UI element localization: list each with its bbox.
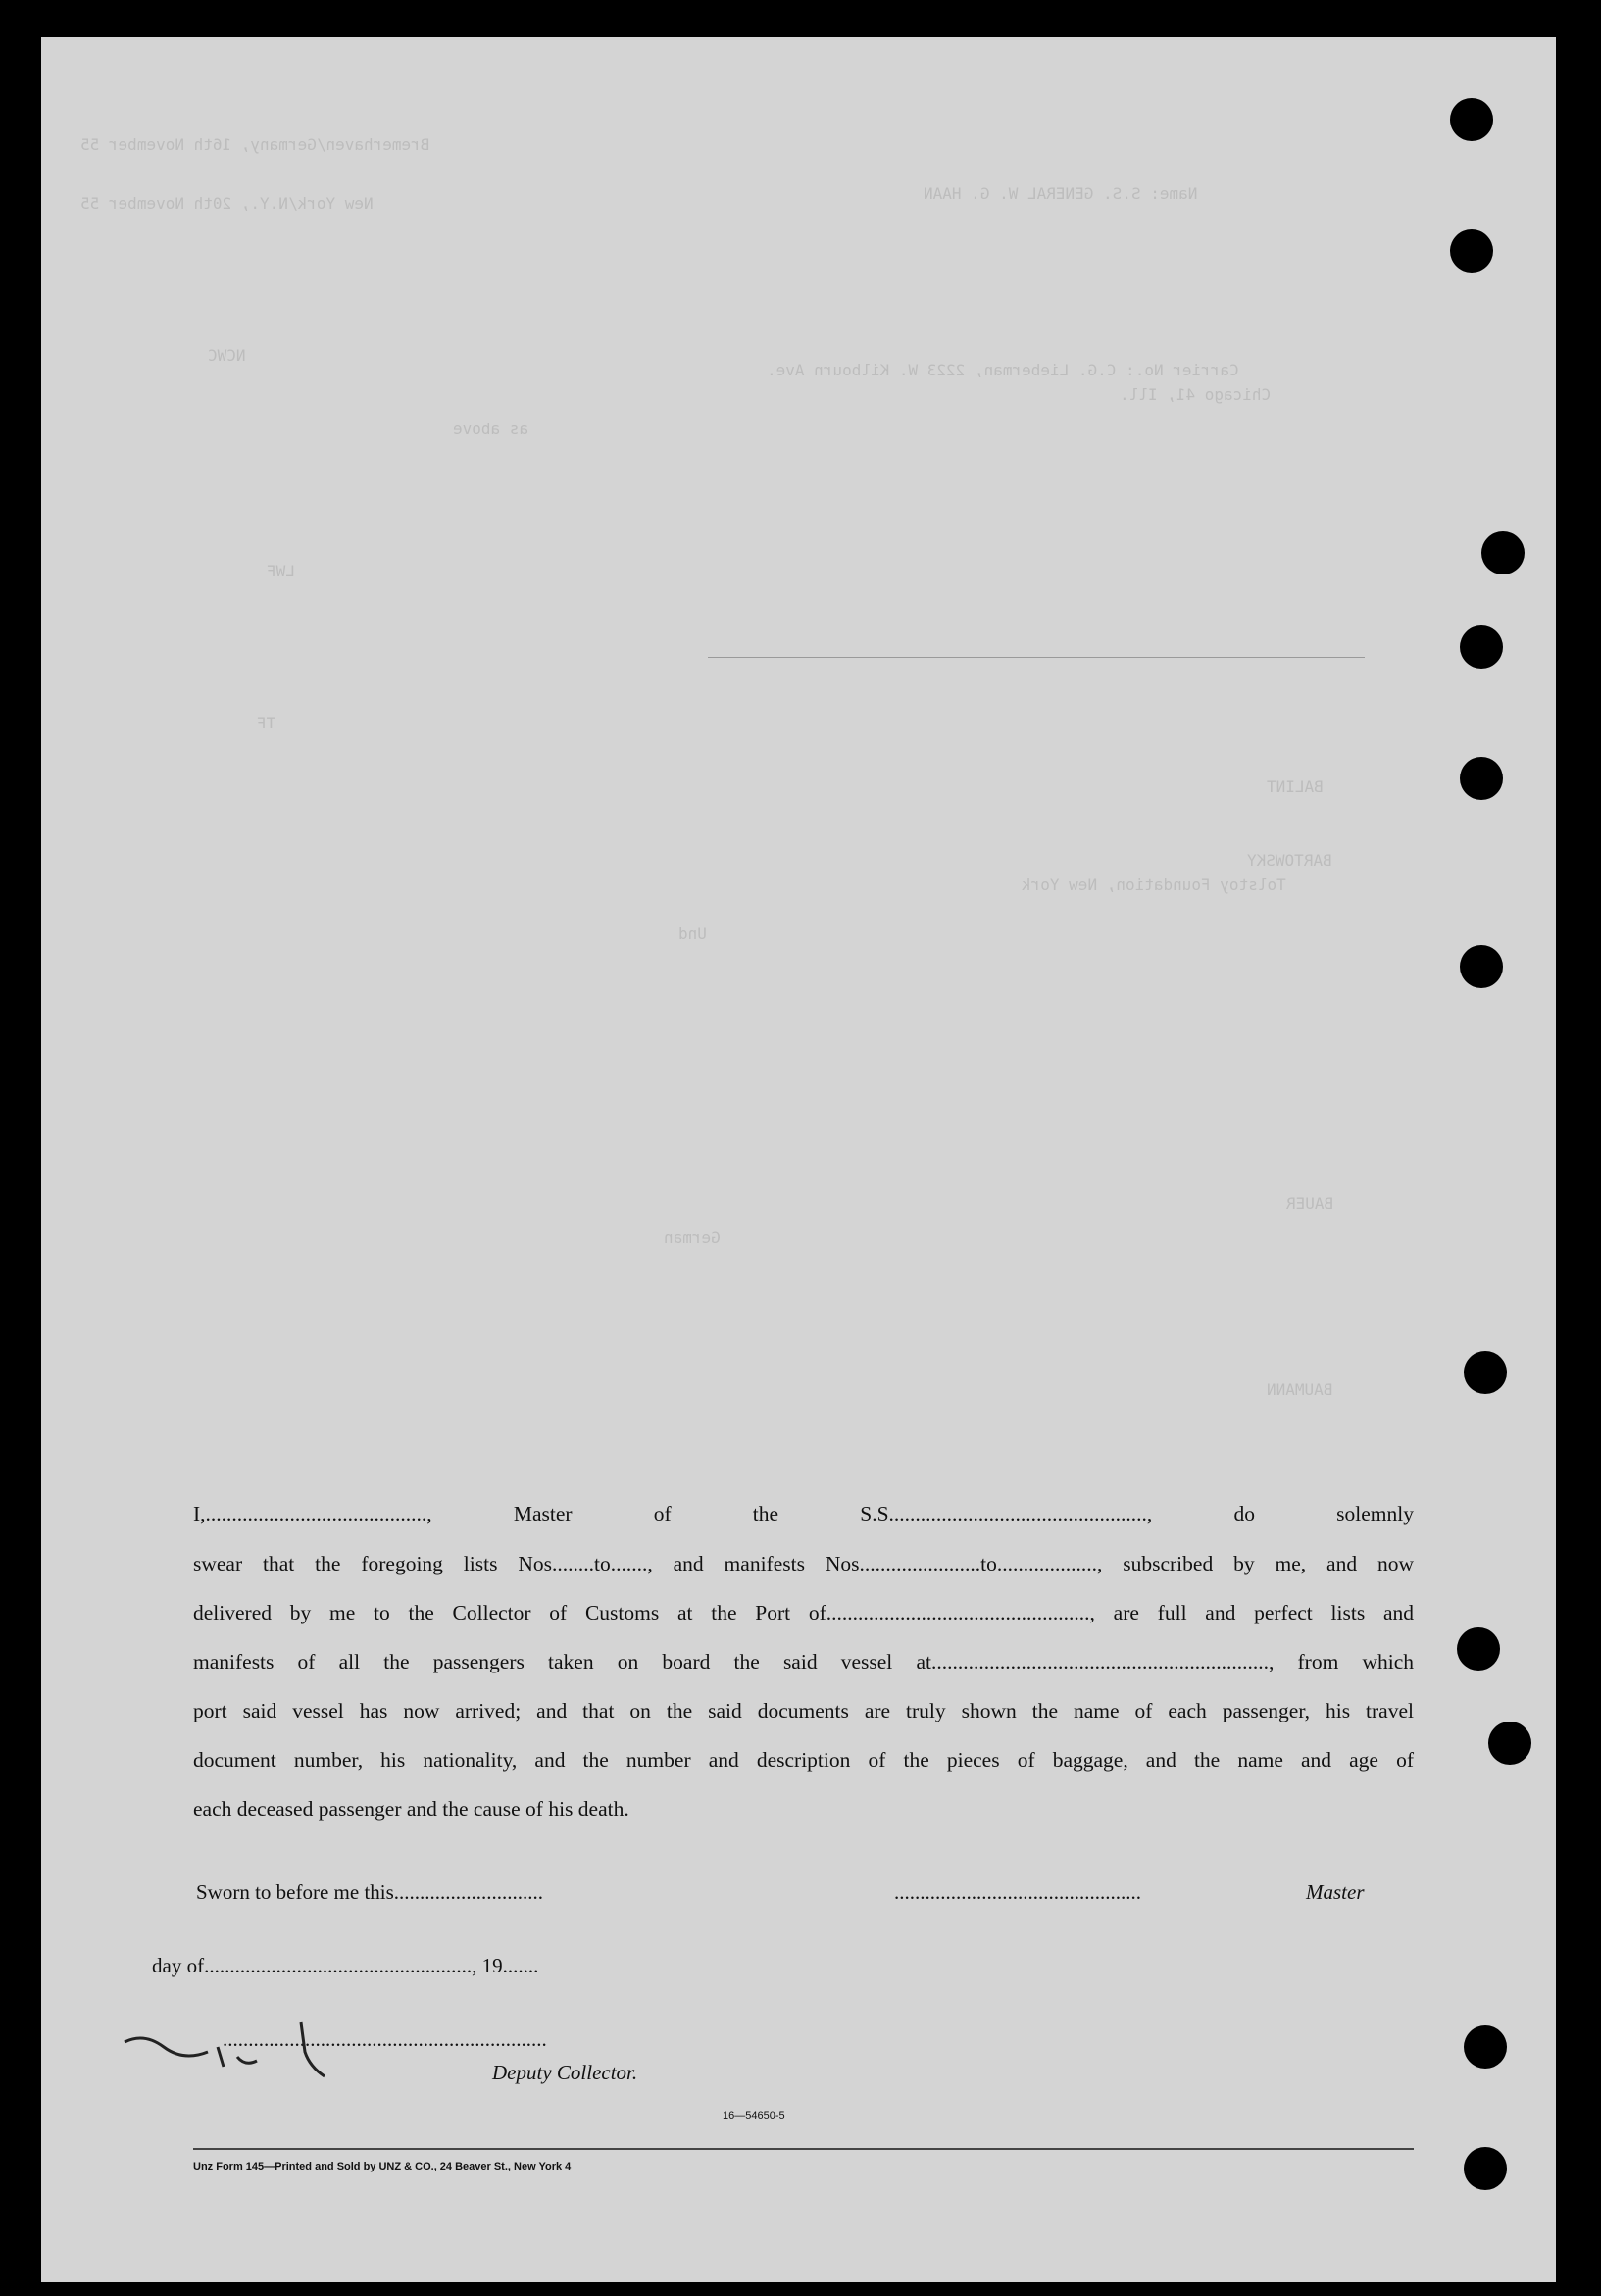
form-number: 16—54650-5 [723,2110,785,2121]
punch-hole [1464,2025,1507,2069]
oath-line: swear that the foregoing lists Nos........to......., and manifests Nos.......................to..................., subscribed by me, and now [193,1552,1414,1575]
strike-line [708,657,1365,658]
oath-line: document number, his nationality, and the number and description of the pieces of baggage, and the name and age of [193,1748,1414,1772]
bleed-through-text: as above [453,420,529,438]
bleed-through-text: Carrier No.: C.G. Lieberman, 2223 W. Kilbourn Ave. [767,361,1239,379]
oath-line: port said vessel has now arrived; and that on the said documents are truly shown the name of each passenger, his travel [193,1699,1414,1722]
bleed-through-text: LWF [267,562,295,580]
sworn-text: Sworn to before me this............................. [196,1880,544,1904]
bleed-through-text: Name: S.S. GENERAL W. G. HAAN [924,184,1198,203]
oath-line: I,.........................................., Master of the S.S................................................., do solemnly [193,1502,1414,1525]
master-signature-line: ................................................ [894,1880,1141,1904]
day-of-line: day of...................................................., 19....... [152,1954,539,1977]
ink-signature-mark [120,2018,375,2086]
punch-hole [1488,1722,1531,1765]
bleed-through-text: German [664,1228,721,1247]
punch-hole [1460,945,1503,988]
bleed-through-text: Bremerhaven/Germany, 16th November 55 [80,135,430,154]
form-footer: Unz Form 145—Printed and Sold by UNZ & CO., 24 Beaver St., New York 4 [193,2161,572,2172]
bleed-through-text: Und [678,924,707,943]
bleed-through-text: Tolstoy Foundation, New York [1022,875,1286,894]
punch-hole [1464,2147,1507,2190]
bleed-through-text: BARTOWSKY [1247,851,1332,870]
oath-line: each deceased passenger and the cause of his death. [193,1797,629,1821]
master-label: Master [1306,1880,1365,1904]
punch-hole [1464,1351,1507,1394]
deputy-collector-label: Deputy Collector. [492,2061,638,2084]
punch-hole [1450,229,1493,273]
oath-line: delivered by me to the Collector of Customs at the Port of.................................................., are full and perfect lists and [193,1601,1414,1624]
bleed-through-text: BAUER [1286,1194,1334,1213]
footer-rule [193,2148,1414,2150]
punch-hole [1450,98,1493,141]
punch-hole [1481,531,1525,574]
bleed-through-text: TF [257,714,276,732]
punch-hole [1460,625,1503,669]
punch-hole [1457,1627,1500,1671]
document-page [41,37,1556,2282]
bleed-through-text: BALINT [1267,777,1324,796]
punch-hole [1460,757,1503,800]
deputy-signature-line: ............................................................... [223,2027,547,2051]
bleed-through-text: New York/N.Y., 20th November 55 [80,194,374,213]
bleed-through-text: Chicago 41, Ill. [1120,385,1272,404]
bleed-through-text: BAUMANN [1267,1380,1333,1399]
oath-line: manifests of all the passengers taken on board the said vessel at................................................................, from which [193,1650,1414,1673]
bleed-through-text: NCWC [208,346,246,365]
